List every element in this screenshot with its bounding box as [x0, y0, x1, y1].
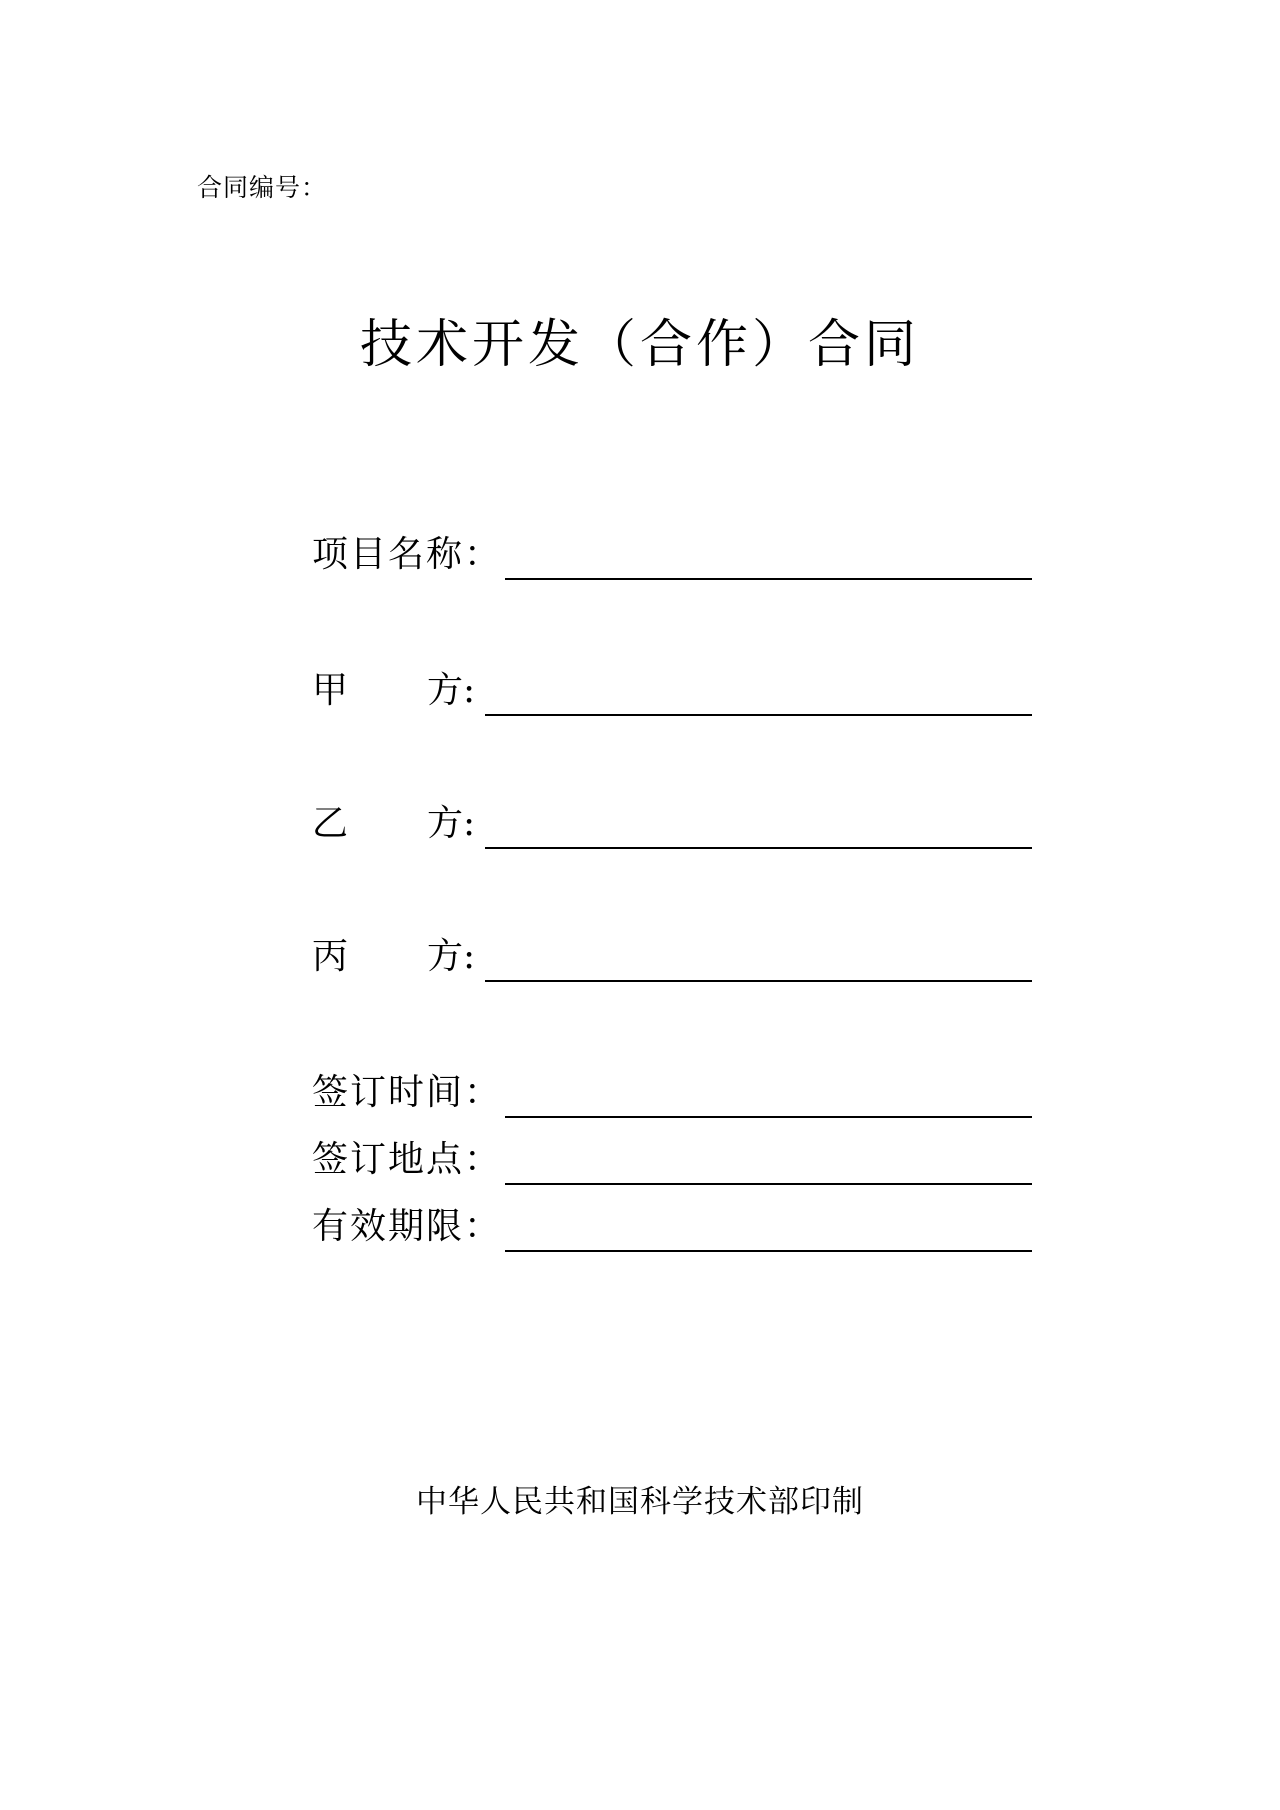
party-c-label: 丙 [312, 936, 349, 977]
party-b-label: 乙 [312, 803, 349, 844]
publisher-footer: 中华人民共和国科学技术部印制 [416, 1484, 864, 1520]
signing-date-underline [505, 1116, 1032, 1118]
signing-date-label: 签订时间： [312, 1072, 503, 1113]
project-name-label: 项目名称： [312, 534, 503, 575]
party-c-suffix: 方: [427, 936, 476, 977]
validity-period-label: 有效期限： [312, 1206, 503, 1247]
project-name-underline [505, 578, 1032, 580]
signing-place-label: 签订地点： [312, 1139, 503, 1180]
party-a-field [312, 668, 1032, 716]
party-b-suffix: 方: [427, 803, 476, 844]
signing-place-underline [505, 1183, 1032, 1185]
document-title: 技术开发（合作）合同 [359, 315, 920, 375]
party-c-field [312, 934, 1032, 982]
party-b-field [312, 801, 1032, 849]
project-name-field [312, 532, 1032, 580]
validity-period-field [312, 1204, 1032, 1252]
party-a-label: 甲 [312, 670, 349, 711]
contract-number-label: 合同编号： [197, 173, 328, 202]
signing-date-field [312, 1070, 1032, 1118]
party-c-underline [485, 980, 1032, 982]
signing-place-field [312, 1137, 1032, 1185]
party-a-suffix: 方: [427, 670, 476, 711]
validity-period-underline [505, 1250, 1032, 1252]
party-a-underline [485, 714, 1032, 716]
party-b-underline [485, 847, 1032, 849]
